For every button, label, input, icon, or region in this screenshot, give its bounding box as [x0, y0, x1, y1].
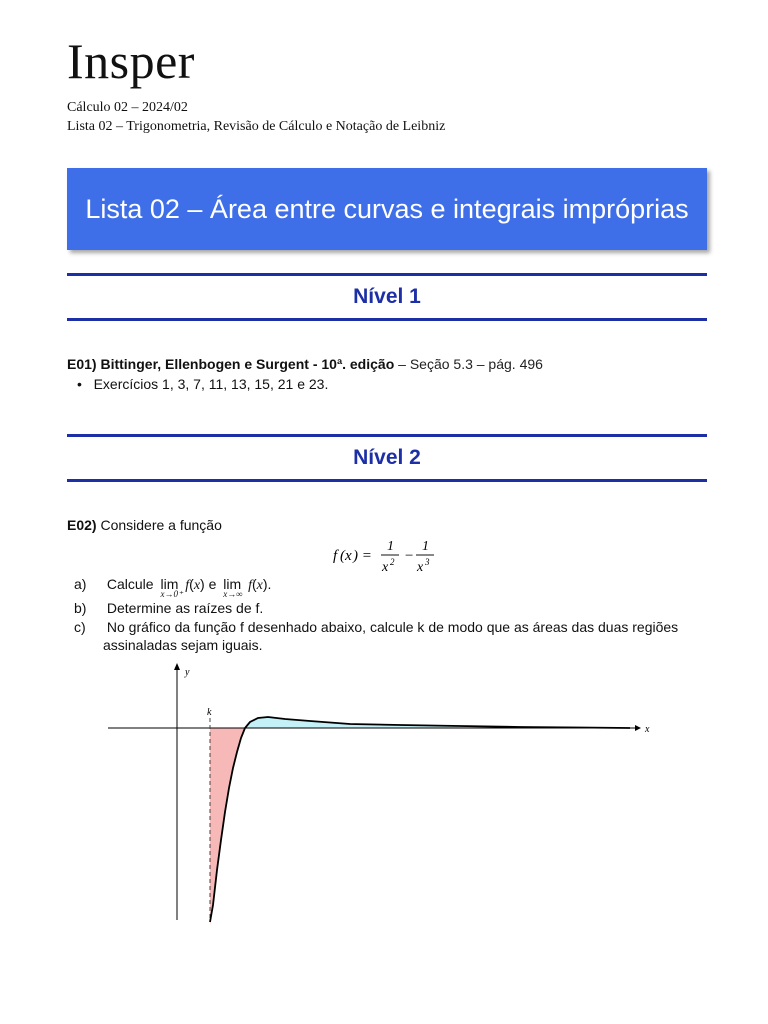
limit-2: lim x→∞ — [223, 576, 243, 599]
svg-text:(: ( — [340, 548, 345, 564]
y-axis-arrow-icon — [174, 663, 180, 670]
graph-svg — [100, 660, 660, 925]
x-axis-label: x — [645, 724, 650, 735]
e02-item-c — [74, 619, 678, 635]
item-b-text: Determine as raízes de f. — [106, 600, 264, 616]
e01-exercises: Exercícios 1, 3, 7, 11, 13, 15, 21 e 23. — [93, 376, 329, 392]
negative-area-region — [210, 728, 245, 925]
svg-text:f: f — [333, 548, 338, 564]
svg-text:3: 3 — [425, 557, 430, 567]
item-a-and: e — [208, 576, 217, 592]
level-2-title: Nível 2 — [353, 446, 421, 469]
function-formula — [333, 535, 443, 580]
e02-item-a: a) Calcule lim x→0⁺ f(x) e lim x→∞ f(x). — [74, 576, 272, 599]
e01-bullet — [77, 376, 328, 392]
svg-text:1: 1 — [422, 539, 429, 554]
item-a-text: Calcule — [106, 576, 154, 592]
svg-text:1: 1 — [387, 539, 394, 554]
list-reference-line: Lista 02 – Trigonometria, Revisão de Cálculo e Notação de Leibniz — [67, 119, 446, 134]
limit-2-sub: x→∞ — [223, 589, 243, 599]
exercise-e01 — [67, 356, 543, 372]
item-c-tag: c) — [74, 619, 86, 635]
svg-text:−: − — [404, 548, 415, 564]
insper-logo: Insper — [67, 33, 195, 89]
e02-intro: Considere a função — [100, 517, 222, 533]
e02-label: E02) — [67, 517, 97, 533]
level-1-header — [67, 273, 707, 321]
level-1-title: Nível 1 — [353, 285, 421, 308]
svg-text:x: x — [345, 548, 352, 564]
limit-1-sub: x→0⁺ — [160, 589, 183, 599]
item-c-line1: No gráfico da função f desenhado abaixo, calcule k de modo que as áreas das duas regiões — [106, 619, 679, 635]
bullet-dot: • — [77, 376, 94, 392]
x-axis-arrow-icon — [635, 725, 641, 731]
level-2-header — [67, 434, 707, 482]
exercise-e02 — [67, 517, 222, 533]
function-graph — [100, 660, 660, 930]
item-a-tag: a) — [74, 576, 87, 592]
formula-svg — [333, 535, 443, 575]
item-c-line2: assinaladas sejam iguais. — [103, 637, 263, 653]
title-banner — [67, 168, 707, 250]
document-meta — [67, 98, 445, 136]
course-line: Cálculo 02 – 2024/02 — [67, 100, 188, 115]
y-axis-label: y — [185, 667, 190, 678]
svg-text:2: 2 — [390, 557, 395, 567]
e02-item-c-cont — [103, 637, 263, 653]
page-title: Lista 02 – Área entre curvas e integrais impróprias — [85, 193, 689, 224]
svg-text:x: x — [417, 560, 424, 575]
e01-reference: – Seção 5.3 – pág. 496 — [394, 356, 543, 372]
svg-text:x: x — [382, 560, 389, 575]
limit-1: lim x→0⁺ — [160, 576, 183, 599]
function-curve — [210, 717, 630, 922]
e02-item-b — [74, 600, 263, 616]
e01-label: E01) Bittinger, Ellenbogen e Surgent - 10ª. edição — [67, 356, 395, 372]
item-b-tag: b) — [74, 600, 87, 616]
svg-text:) =: ) = — [353, 548, 372, 564]
k-label: k — [207, 707, 212, 718]
